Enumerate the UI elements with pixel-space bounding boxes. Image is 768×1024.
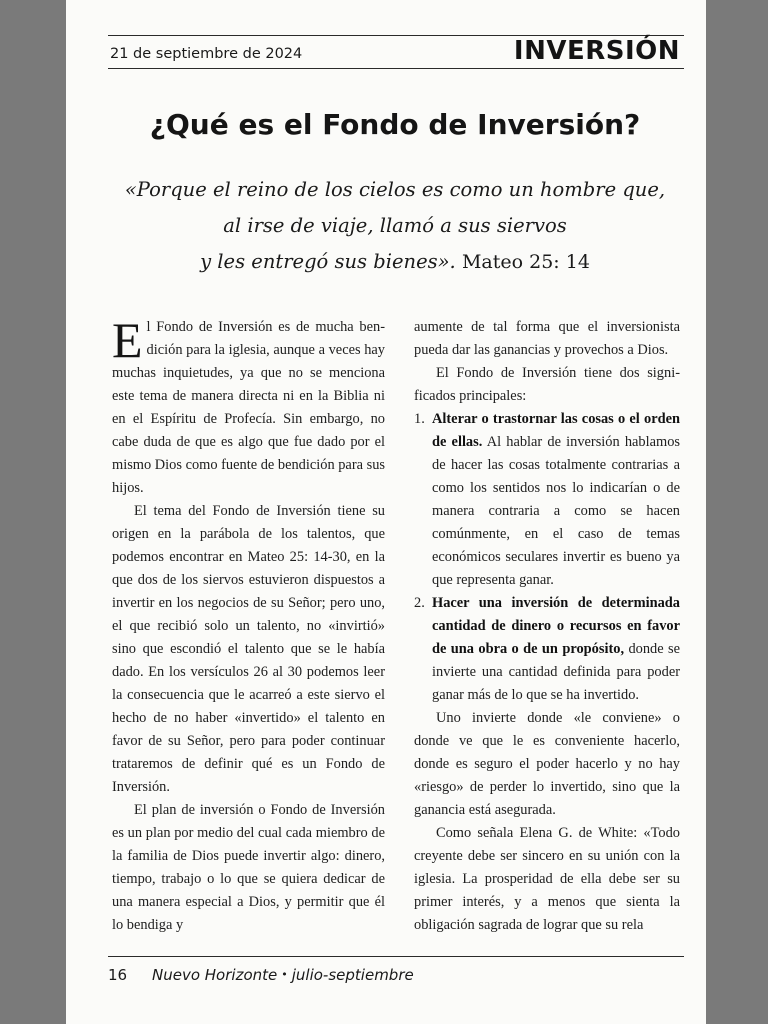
publication-period: julio-septiembre (291, 966, 414, 984)
list-item-body (432, 592, 680, 707)
paragraph-meanings-intro: El Fondo de Inversión tiene dos significados principales: (414, 365, 680, 404)
header-underline (108, 68, 684, 69)
section-title: INVERSIÓN (513, 36, 680, 66)
paragraph-origin: El tema del Fondo de Inversión tiene su origen en la parábola de los talentos, que podemos encontrar en Mateo 25: 14-30, en la que dos de los siervos estuvieron dispuestos a invertir en los negocios de su Señor; pero uno, el que recibió solo un talento, no «invirtió» sino que escondió el talento que se le había dado. En los versículos 26 al 30 podemos leer la consecuencia que le acarreó a este siervo el hecho de no haber «invertido» el talento en favor de su Señor, pero para poder continuar trataremos de definir qué es un Fondo de Inversión. (112, 503, 385, 795)
paragraph-intro-text: l Fondo de Inversión es de mucha bendición para la iglesia, aunque a veces hay muchas inquietudes, ya que no se menciona este tema de manera directa ni en la Biblia ni en el Espíritu de Profecía. Sin embargo, no cabe duda de que es algo que fue dado por el mismo Dios como fuente de bendición para sus hijos. (112, 319, 385, 496)
paragraph-intro (112, 312, 385, 500)
list-item-number: 2. (414, 595, 425, 611)
paragraph-white-quote: Como señala Elena G. de White: «Todo creyente debe ser sincero en su unión con la iglesia. La prosperidad de ella debe ser su primer interés, y a menos que sienta la obligación sagrada de lograr que su rela (414, 825, 680, 933)
paragraph-plan-continued: aumente de tal forma que el inversionista pueda dar las ganancias y provechos a Dios. (414, 319, 680, 358)
publication-name: Nuevo Horizonte (152, 966, 278, 984)
epigraph-quote (110, 172, 680, 280)
list-item-text: donde se invierte una cantidad definida para poder ganar más de lo que se ha invertido. (432, 641, 680, 703)
right-column (414, 316, 680, 937)
footer-separator: • (281, 968, 288, 981)
header-date: 21 de septiembre de 2024 (110, 46, 303, 62)
quote-line-2: al irse de viaje, llamó a sus siervos (223, 214, 567, 237)
quote-line-3 (110, 244, 680, 280)
quote-line-1: «Porque el reino de los cielos es como un hombre que, (124, 178, 666, 201)
list-item (414, 592, 680, 707)
list-item (414, 408, 680, 592)
left-column (112, 312, 385, 937)
publication-footer (152, 966, 414, 984)
meanings-list (414, 408, 680, 707)
footer-rule (108, 956, 684, 957)
list-item-body (432, 408, 680, 592)
article-title: ¿Qué es el Fondo de Inversión? (149, 108, 641, 141)
page-number: 16 (108, 966, 128, 984)
list-item-text: Al hablar de inversión hablamos de hacer las cosas totalmente contrarias a como los sentidos nos lo indicarían o de manera contraria a como se hacen comúnmente, en el caso de temas económicos seculares invertir es bueno ya que representa ganar. (432, 434, 681, 588)
quote-line-3-text: y les entregó sus bienes». (200, 250, 456, 273)
paragraph-plan: El plan de inversión o Fondo de Inversión es un plan por medio del cual cada miembro de la familia de Dios puede invertir algo: dinero, tiempo, trabajo o lo que se quiera dedicar de una manera especial a Dios, y permitir que él lo bendiga y (112, 802, 385, 933)
list-item-bold: Alterar o trastornar las cosas o el orden de ellas. (432, 411, 680, 450)
list-item-number: 1. (414, 411, 425, 427)
paragraph-investing: Uno invierte donde «le conviene» o donde ve que le es conveniente hacerlo, donde es seguro el poder hacerlo y no hay «riesgo» de perder lo invertido, sino que la ganancia está asegurada. (414, 710, 680, 818)
list-item-bold: Hacer una inversión de determinada cantidad de dinero o recursos en favor de una obra o de un propósito, (432, 595, 680, 657)
quote-reference: Mateo 25: 14 (461, 251, 590, 273)
drop-cap: E (112, 312, 143, 368)
